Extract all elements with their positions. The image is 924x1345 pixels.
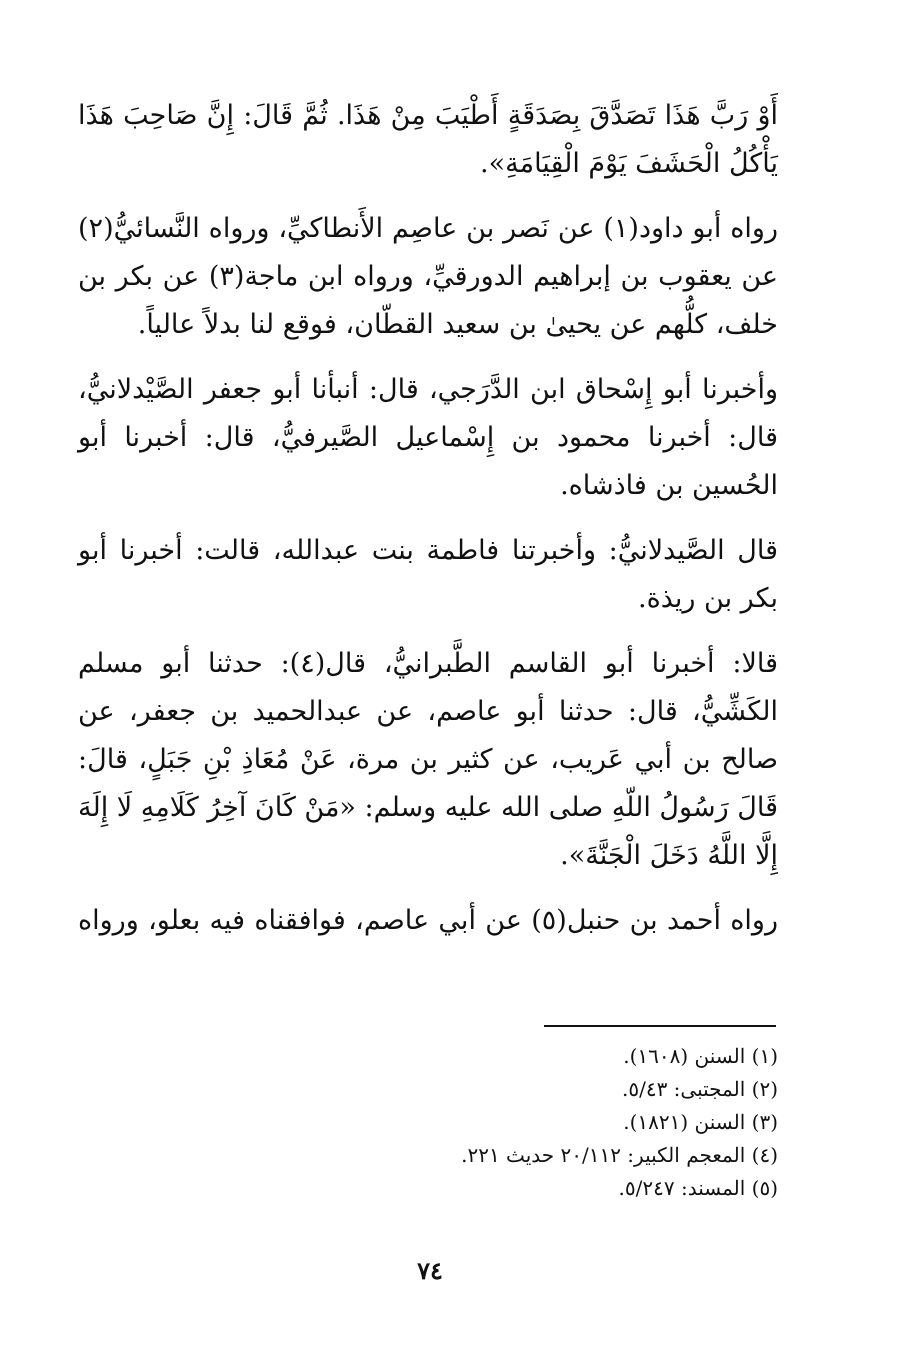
footnotes — [300, 1040, 778, 1205]
paragraph-al-tabarani: قالا: أخبرنا أبو القاسم الطَّبرانيُّ، قال(٤): حدثنا أبو مسلم الكَشِّيُّ، قال: حدثنا أبو عاصم، عن عبدالحميد بن جعفر، عن صالح بن أبي عَريب، عن كثير بن مرة، عَنْ مُعَاذِ بْنِ جَبَلٍ، قالَ: قَالَ رَسُولُ اللّهِ صلى الله عليه وسلم: «مَنْ كَانَ آخِرُ كَلَامِهِ لَا إِلَهَ إِلَّا اللَّهُ دَخَلَ الْجَنَّةَ». — [78, 648, 778, 871]
footnote-3: (٣) السنن (١٨٢١). — [623, 1110, 778, 1134]
paragraph-hadith-ending: أَوْ رَبَّ هَذَا تَصَدَّقَ بِصَدَقَةٍ أَطْيَبَ مِنْ هَذَا. ثُمَّ قَالَ: إِنَّ صَاحِبَ هَذَا يَأْكُلُ الْحَشَفَ يَوْمَ الْقِيَامَةِ». — [78, 100, 778, 179]
paragraph-ibn-al-darji: وأخبرنا أبو إِسْحاق ابن الدَّرَجي، قال: أنبأنا أبو جعفر الصَّيْدلانيُّ، قال: أخبرنا محمود بن إِسْماعيل الصَّيرفيُّ، قال: أخبرنا أبو الحُسين بن فاذشاه. — [78, 374, 778, 501]
body-text — [78, 92, 778, 962]
paragraph-abu-dawud: رواه أبو داود(١) عن نَصر بن عاصِم الأَنطاكيِّ، ورواه النَّسائيُّ(٢) عن يعقوب بن إبراهيم الدورقيِّ، ورواه ابن ماجة(٣) عن بكر بن خلف، كلُّهم عن يحيىٰ بن سعيد القطّان، فوقع لنا بدلاً عالياً. — [78, 213, 778, 340]
paragraph-ahmad-ibn-hanbal: رواه أحمد بن حنبل(٥) عن أبي عاصم، فوافقناه فيه بعلو، ورواه — [78, 905, 778, 936]
page-number: ٧٤ — [417, 1256, 443, 1285]
footnote-1: (١) السنن (١٦٠٨). — [623, 1044, 778, 1068]
footnote-2: (٢) المجتبى: ٥/٤٣. — [621, 1077, 778, 1101]
footnote-5: (٥) المسند: ٥/٢٤٧. — [618, 1176, 778, 1200]
paragraph-al-saydalani: قال الصَّيدلانيُّ: وأخبرتنا فاطمة بنت عبدالله، قالت: أخبرنا أبو بكر بن ريذة. — [78, 535, 778, 614]
footnote-4: (٤) المعجم الكبير: ٢٠/١١٢ حديث ٢٢١. — [461, 1143, 778, 1167]
footnote-divider — [544, 1025, 776, 1027]
